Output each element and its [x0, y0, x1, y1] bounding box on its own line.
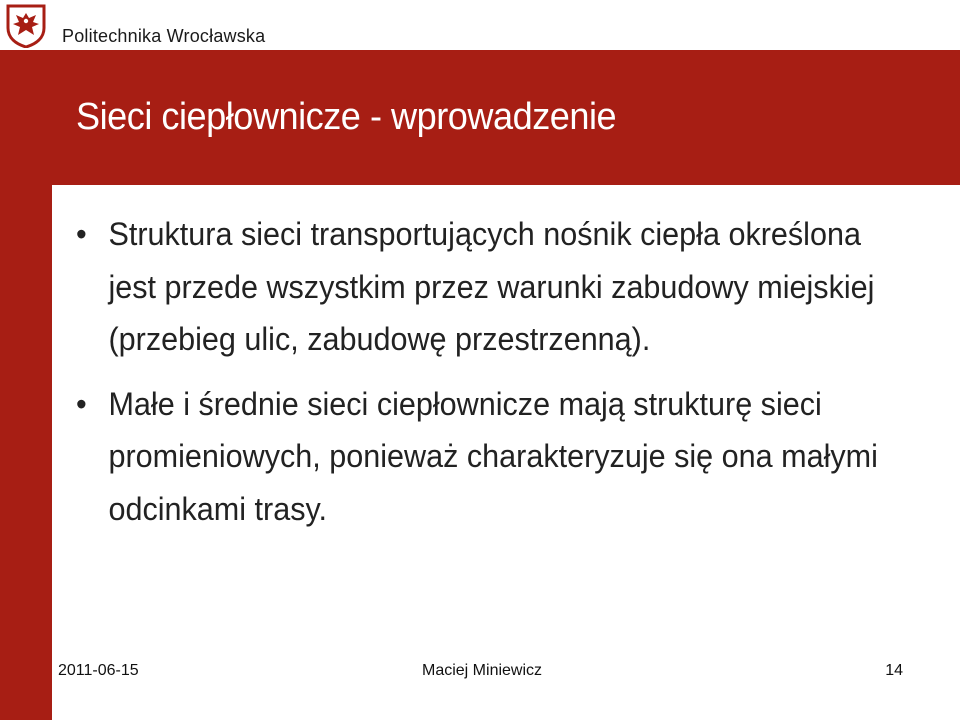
footer-author: Maciej Miniewicz: [422, 662, 543, 679]
page-number: 14: [885, 662, 903, 679]
bullet-dot-icon: •: [76, 216, 87, 252]
eagle-shield-icon: [6, 4, 46, 48]
header-bar: [0, 0, 960, 50]
bullet-text: Struktura sieci transportujących nośnik ciepła określona jest przede wszystkim przez warunki zabudowy miejskiej (przebieg ulic, zabudowę przestrzenną).: [108, 216, 875, 357]
bullet-dot-icon: •: [76, 385, 87, 422]
bullet-item: [76, 208, 907, 366]
brand-name: Politechnika Wrocławska: [62, 26, 266, 46]
bullet-text: Małe i średnie sieci ciepłownicze mają strukturę sieci promieniowych, ponieważ charakteryzuje się ona małymi odcinkami trasy.: [108, 385, 878, 527]
bullet-item: [76, 378, 907, 536]
bullet-list: [76, 208, 946, 535]
slide-title: Sieci ciepłownicze - wprowadzenie: [76, 96, 617, 138]
footer-date: 2011-06-15: [58, 662, 139, 679]
left-red-strip: [0, 0, 52, 720]
footer: [52, 658, 960, 688]
title-band: [52, 50, 960, 185]
